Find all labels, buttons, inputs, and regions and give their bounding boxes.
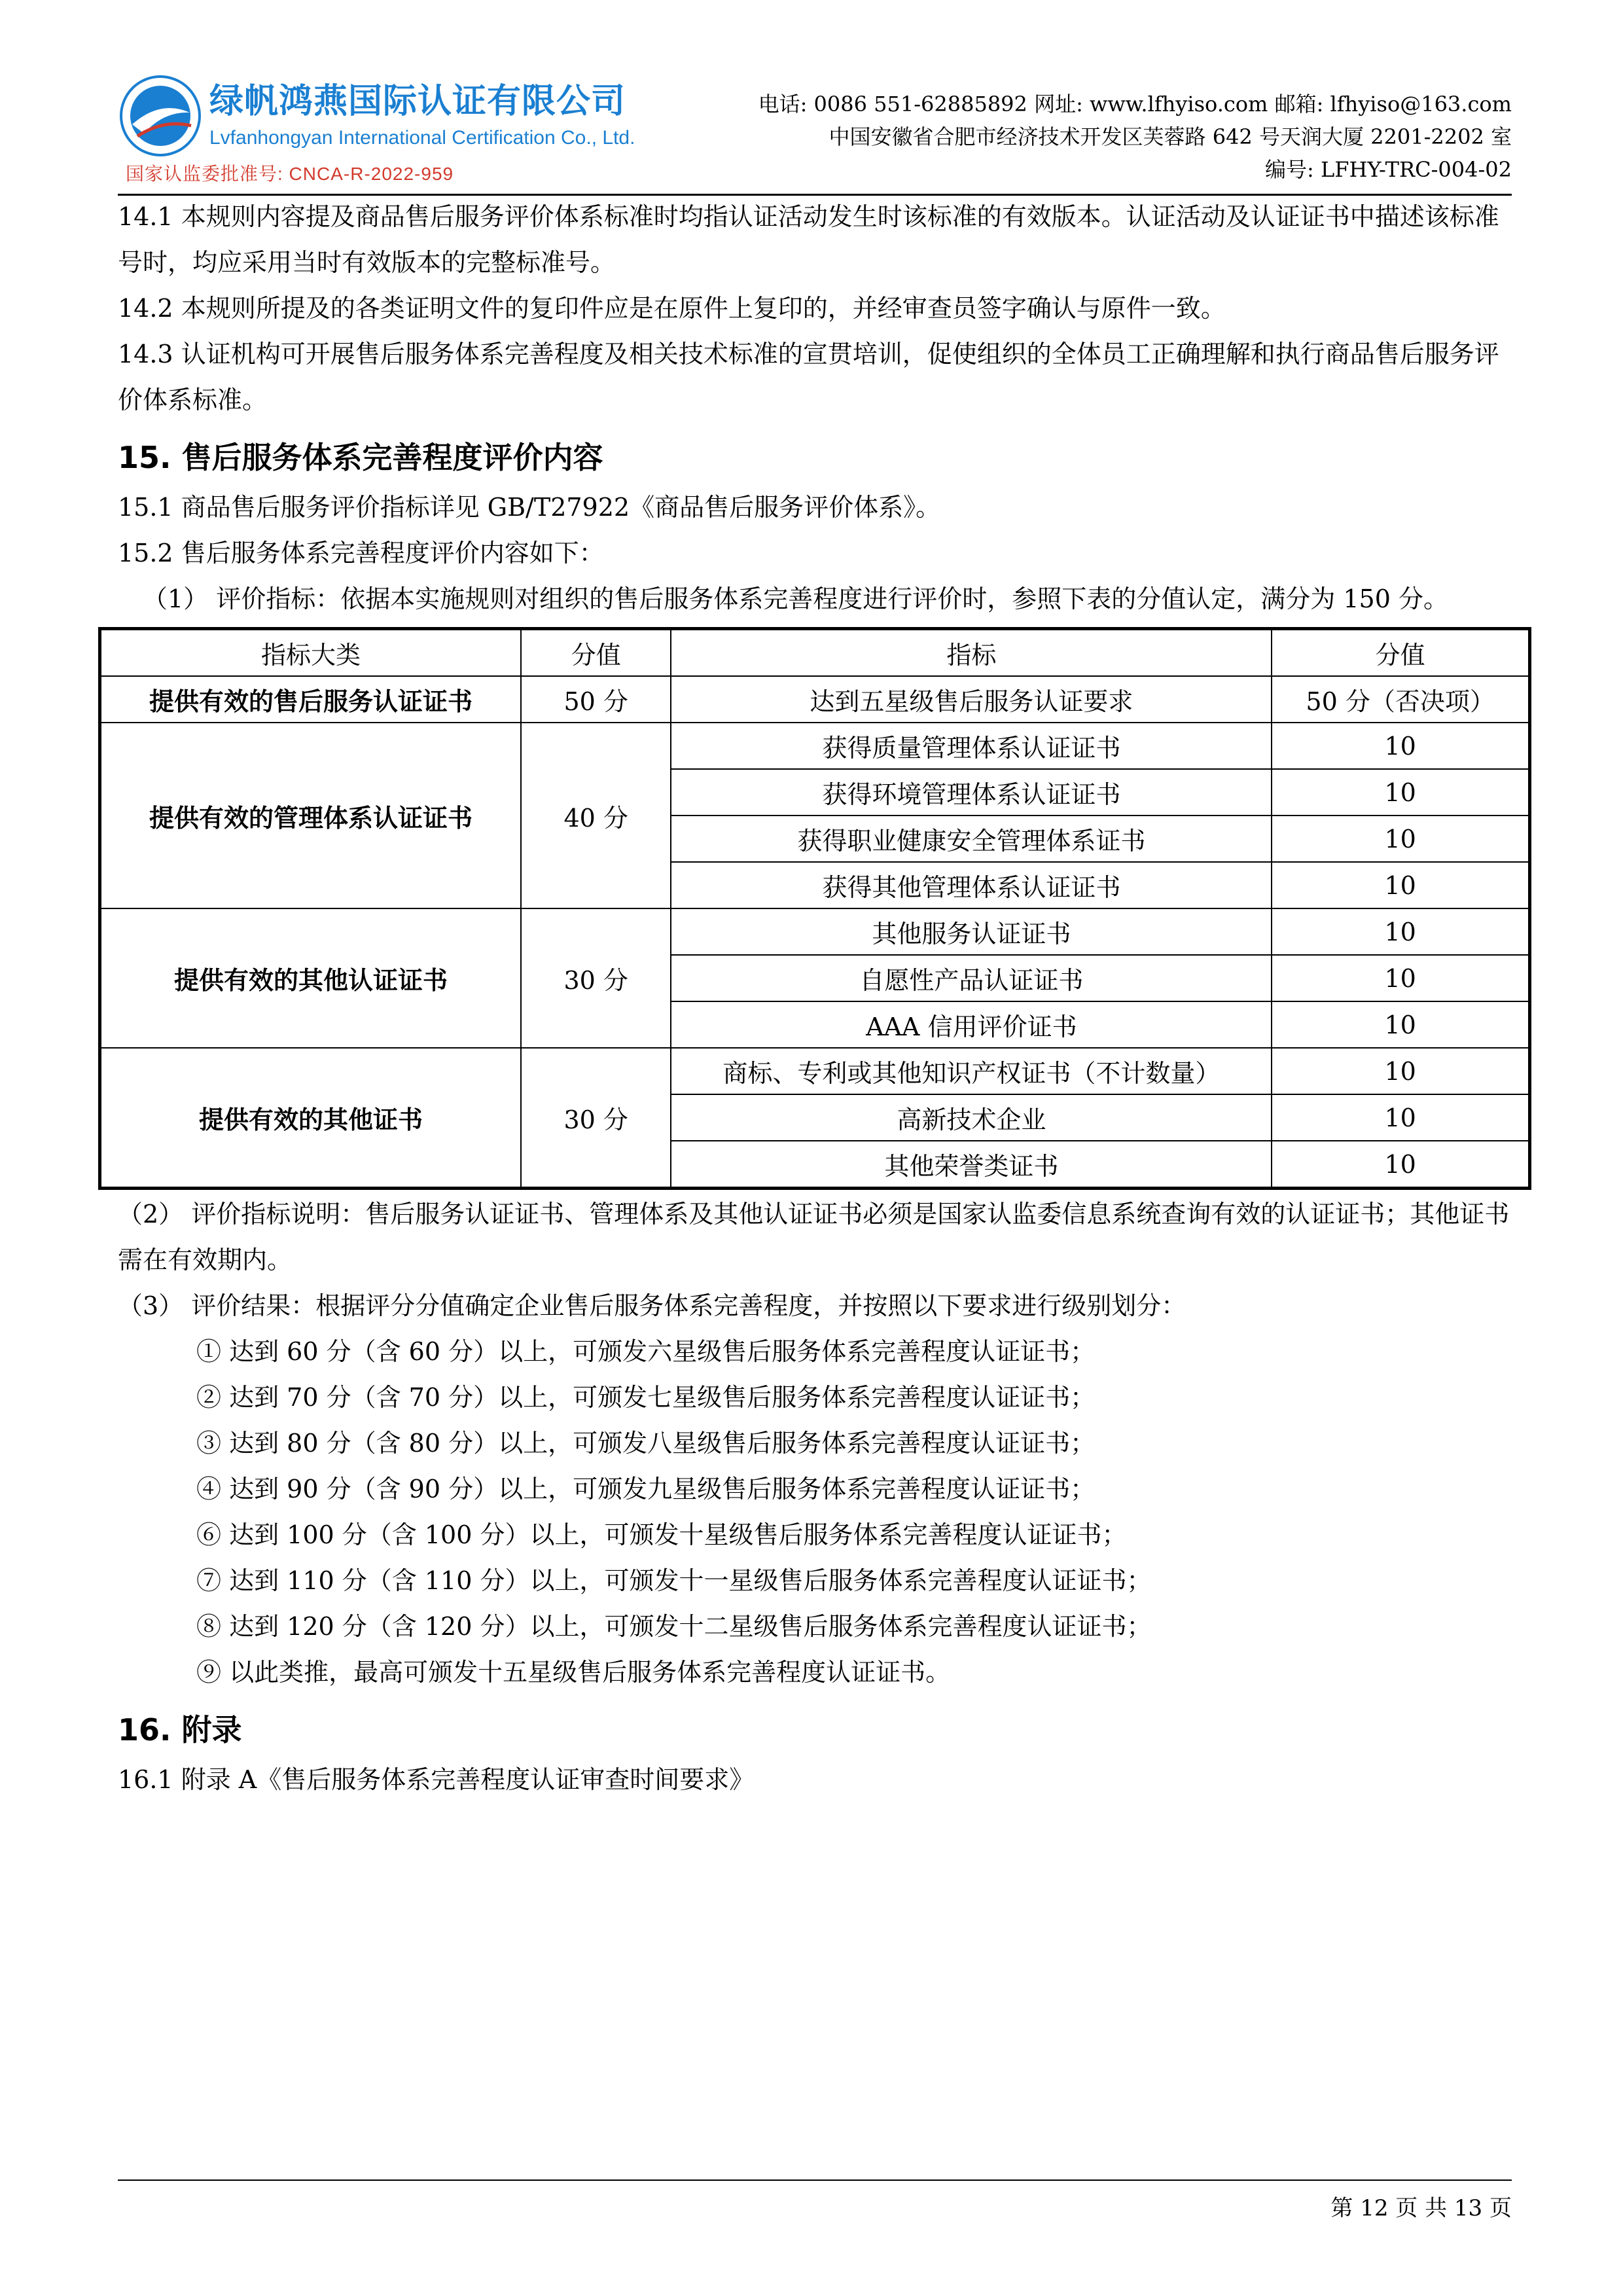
company-logo-icon [118,73,203,158]
contact-info [758,88,1512,186]
paragraph-14-3: 14.3 认证机构可开展售后服务体系完善程度及相关技术标准的宣贯培训，促使组织的全体员工正确理解和执行商品售后服务评价体系标准。 [118,340,1499,414]
indicator-cell: 获得质量管理体系认证证书 [671,723,1272,769]
indicator-score-cell: 10 [1272,1048,1529,1094]
indicator-cell: 获得职业健康安全管理体系证书 [671,816,1272,862]
indicator-score-cell: 10 [1272,862,1529,908]
indicator-cell: 获得环境管理体系认证证书 [671,769,1272,816]
indicator-score-cell: 10 [1272,723,1529,769]
list-item: ③ 达到 80 分（含 80 分）以上，可颁发八星级售后服务体系完善程度认证证书； [196,1429,1096,1458]
company-name-cn: 绿帆鸿燕国际认证有限公司 [209,82,626,121]
address-line: 中国安徽省合肥市经济技术开发区芙蓉路 642 号天润大厦 2201-2202 室 [829,124,1512,149]
paragraph-15-2: 15.2 售后服务体系完善程度评价内容如下： [118,539,604,567]
category-cell: 提供有效的售后服务认证证书 [100,676,521,723]
paragraph-evaluation-result: （3） 评价结果：根据评分分值确定企业售后服务体系完善程度，并按照以下要求进行级别划分： [118,1291,1186,1320]
page-header [118,73,1512,191]
footer-divider [118,2179,1512,2181]
indicator-score-cell: 10 [1272,1094,1529,1141]
table-row [100,1048,1530,1094]
indicator-cell: 自愿性产品认证证书 [671,955,1272,1001]
rating-list [118,1329,1512,1695]
indicator-score-cell: 10 [1272,955,1529,1001]
company-name-en: Lvfanhongyan International Certification Co., Ltd. [209,127,635,149]
category-cell: 提供有效的其他认证证书 [100,908,521,1048]
table-row [100,908,1530,955]
document-number: 编号: LFHY-TRC-004-02 [1265,157,1512,182]
indicator-score-cell: 10 [1272,816,1529,862]
list-item: ⑥ 达到 100 分（含 100 分）以上，可颁发十星级售后服务体系完善程度认证证书； [196,1520,1127,1549]
indicator-cell: AAA 信用评价证书 [671,1001,1272,1048]
approval-number: 国家认监委批准号: CNCA-R-2022-959 [126,164,454,184]
indicator-score-cell: 10 [1272,1001,1529,1048]
section-15-heading: 15. 售后服务体系完善程度评价内容 [118,440,603,475]
paragraph-14-1: 14.1 本规则内容提及商品售后服务评价体系标准时均指认证活动发生时该标准的有效版本。认证活动及认证证书中描述该标准号时，均应采用当时有效版本的完整标准号。 [118,202,1499,277]
list-item: ② 达到 70 分（含 70 分）以上，可颁发七星级售后服务体系完善程度认证证书； [196,1383,1096,1412]
indicator-score-cell: 10 [1272,769,1529,816]
indicator-cell: 达到五星级售后服务认证要求 [671,676,1272,723]
indicator-score-cell: 10 [1272,1141,1529,1189]
category-score-cell: 30 分 [521,1048,671,1189]
scoring-table [98,627,1531,1190]
category-score-cell: 40 分 [521,723,671,908]
category-cell: 提供有效的管理体系认证证书 [100,723,521,908]
list-item: ① 达到 60 分（含 60 分）以上，可颁发六星级售后服务体系完善程度认证证书； [196,1337,1096,1366]
paragraph-15-1: 15.1 商品售后服务评价指标详见 GB/T27922《商品售后服务评价体系》。 [118,493,941,522]
table-row [100,723,1530,769]
section-16-heading: 16. 附录 [118,1712,242,1748]
list-item: ⑦ 达到 110 分（含 110 分）以上，可颁发十一星级售后服务体系完善程度认证证书； [196,1566,1152,1595]
indicator-score-cell: 10 [1272,908,1529,955]
page-number: 第 12 页 共 13 页 [1330,2195,1512,2221]
list-item: ④ 达到 90 分（含 90 分）以上，可颁发九星级售后服务体系完善程度认证证书； [196,1475,1096,1503]
list-item: ⑨ 以此类推，最高可颁发十五星级售后服务体系完善程度认证证书。 [196,1658,951,1687]
category-cell: 提供有效的其他证书 [100,1048,521,1189]
paragraph-14-2: 14.2 本规则所提及的各类证明文件的复印件应是在原件上复印的，并经审查员签字确认与原件一致。 [118,294,1226,323]
category-score-cell: 30 分 [521,908,671,1048]
indicator-score-cell: 50 分（否决项） [1272,676,1529,723]
indicator-cell: 商标、专利或其他知识产权证书（不计数量） [671,1048,1272,1094]
paragraph-16-1: 16.1 附录 A《售后服务体系完善程度认证审查时间要求》 [118,1765,755,1794]
table-row [100,676,1530,723]
table-header-row [100,629,1530,677]
category-score-cell: 50 分 [521,676,671,723]
header-category-score: 分值 [521,629,671,677]
page-content [118,194,1512,1803]
header-category: 指标大类 [100,629,521,677]
header-indicator: 指标 [671,629,1272,677]
indicator-cell: 获得其他管理体系认证证书 [671,862,1272,908]
indicator-cell: 其他荣誉类证书 [671,1141,1272,1189]
contact-line: 电话: 0086 551-62885892 网址: www.lfhyiso.com 邮箱: lfhyiso@163.com [758,92,1512,117]
paragraph-evaluation-indicators: （1） 评价指标：依据本实施规则对组织的售后服务体系完善程度进行评价时，参照下表的分值认定，满分为 150 分。 [143,584,1448,613]
paragraph-indicator-notes: （2） 评价指标说明：售后服务认证证书、管理体系及其他认证证书必须是国家认监委信息系统查询有效的认证证书；其他证书需在有效期内。 [118,1200,1510,1274]
indicator-cell: 高新技术企业 [671,1094,1272,1141]
list-item: ⑧ 达到 120 分（含 120 分）以上，可颁发十二星级售后服务体系完善程度认证证书； [196,1612,1152,1641]
header-indicator-score: 分值 [1272,629,1529,677]
indicator-cell: 其他服务认证证书 [671,908,1272,955]
